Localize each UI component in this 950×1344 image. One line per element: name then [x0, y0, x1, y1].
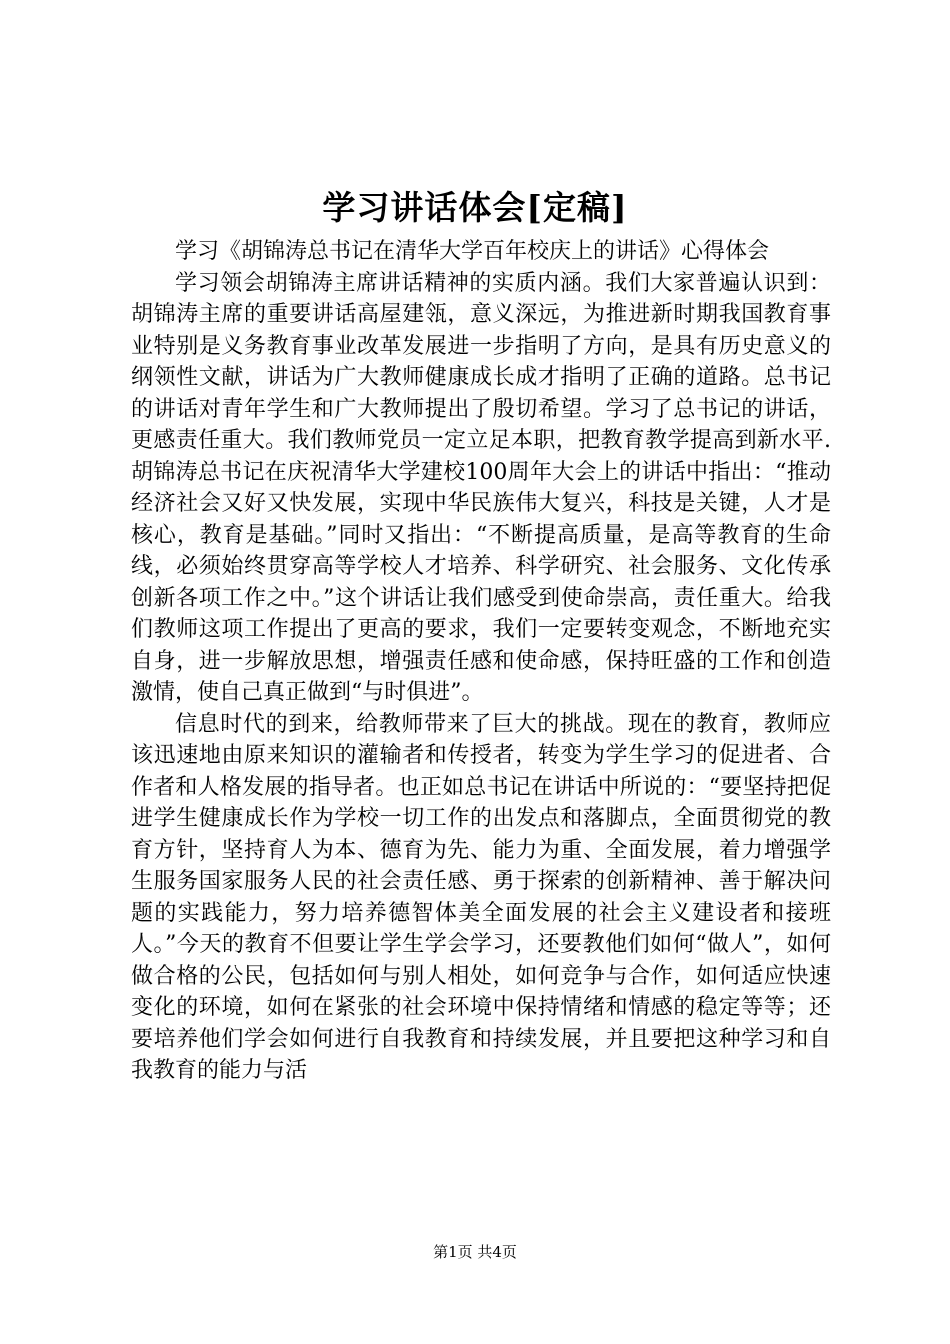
document-title: 学习讲话体会[定稿] — [322, 188, 628, 227]
paragraph: 信息时代的到来，给教师带来了巨大的挑战。现在的教育，教师应该迅速地由原来知识的灌输者和传授者，转变为学生学习的促进者、合作者和人格发展的指导者。也正如总书记在讲话中所说的：“要坚持把促进学生健康成长作为学校一切工作的出发点和落脚点，全面贯彻党的教育方针，坚持育人为本、德育为先、能力为重、全面发展，着力增强学生服务国家服务人民的社会责任感、勇于探索的创新精神、善于解决问题的实践能力，努力培养德智体美全面发展的社会主义建设者和接班人。”今天的教育不但要让学生学会学习，还要教他们如何“做人”，如何做合格的公民，包括如何与别人相处，如何竞争与合作，如何适应快速变化的环境，如何在紧张的社会环境中保持情绪和情感的稳定等等；还要培养他们学会如何进行自我教育和持续发展，并且要把这种学习和自我教育的能力与活 — [131, 711, 831, 1083]
paragraph-subtitle: 学习《胡锦涛总书记在清华大学百年校庆上的讲话》心得体会 — [175, 239, 770, 264]
document-body — [131, 236, 831, 1087]
paragraph: 学习领会胡锦涛主席讲话精神的实质内涵。我们大家普遍认识到：胡锦涛主席的重要讲话高屋建瓴，意义深远，为推进新时期我国教育事业特别是义务教育事业改革发展进一步指明了方向，是具有历史意义的纲领性文献，讲话为广大教师健康成长成才指明了正确的道路。总书记的讲话对青年学生和广大教师提出了殷切希望。学习了总书记的讲话，更感责任重大。我们教师党员一定立足本职，把教育教学提高到新水平.胡锦涛总书记在庆祝清华大学建校100周年大会上的讲话中指出：“推动经济社会又好又快发展，实现中华民族伟大复兴，科技是关键，人才是核心，教育是基础。”同时又指出：“不断提高质量，是高等教育的生命线，必须始终贯穿高等学校人才培养、科学研究、社会服务、文化传承创新各项工作之中。”这个讲话让我们感受到使命崇高，责任重大。给我们教师这项工作提出了更高的要求，我们一定要转变观念，不断地充实自身，进一步解放思想，增强责任感和使命感，保持旺盛的工作和创造激情，使自己真正做到“与时俱进”。 — [131, 270, 831, 705]
page-footer: 第1页 共4页 — [433, 1243, 517, 1261]
